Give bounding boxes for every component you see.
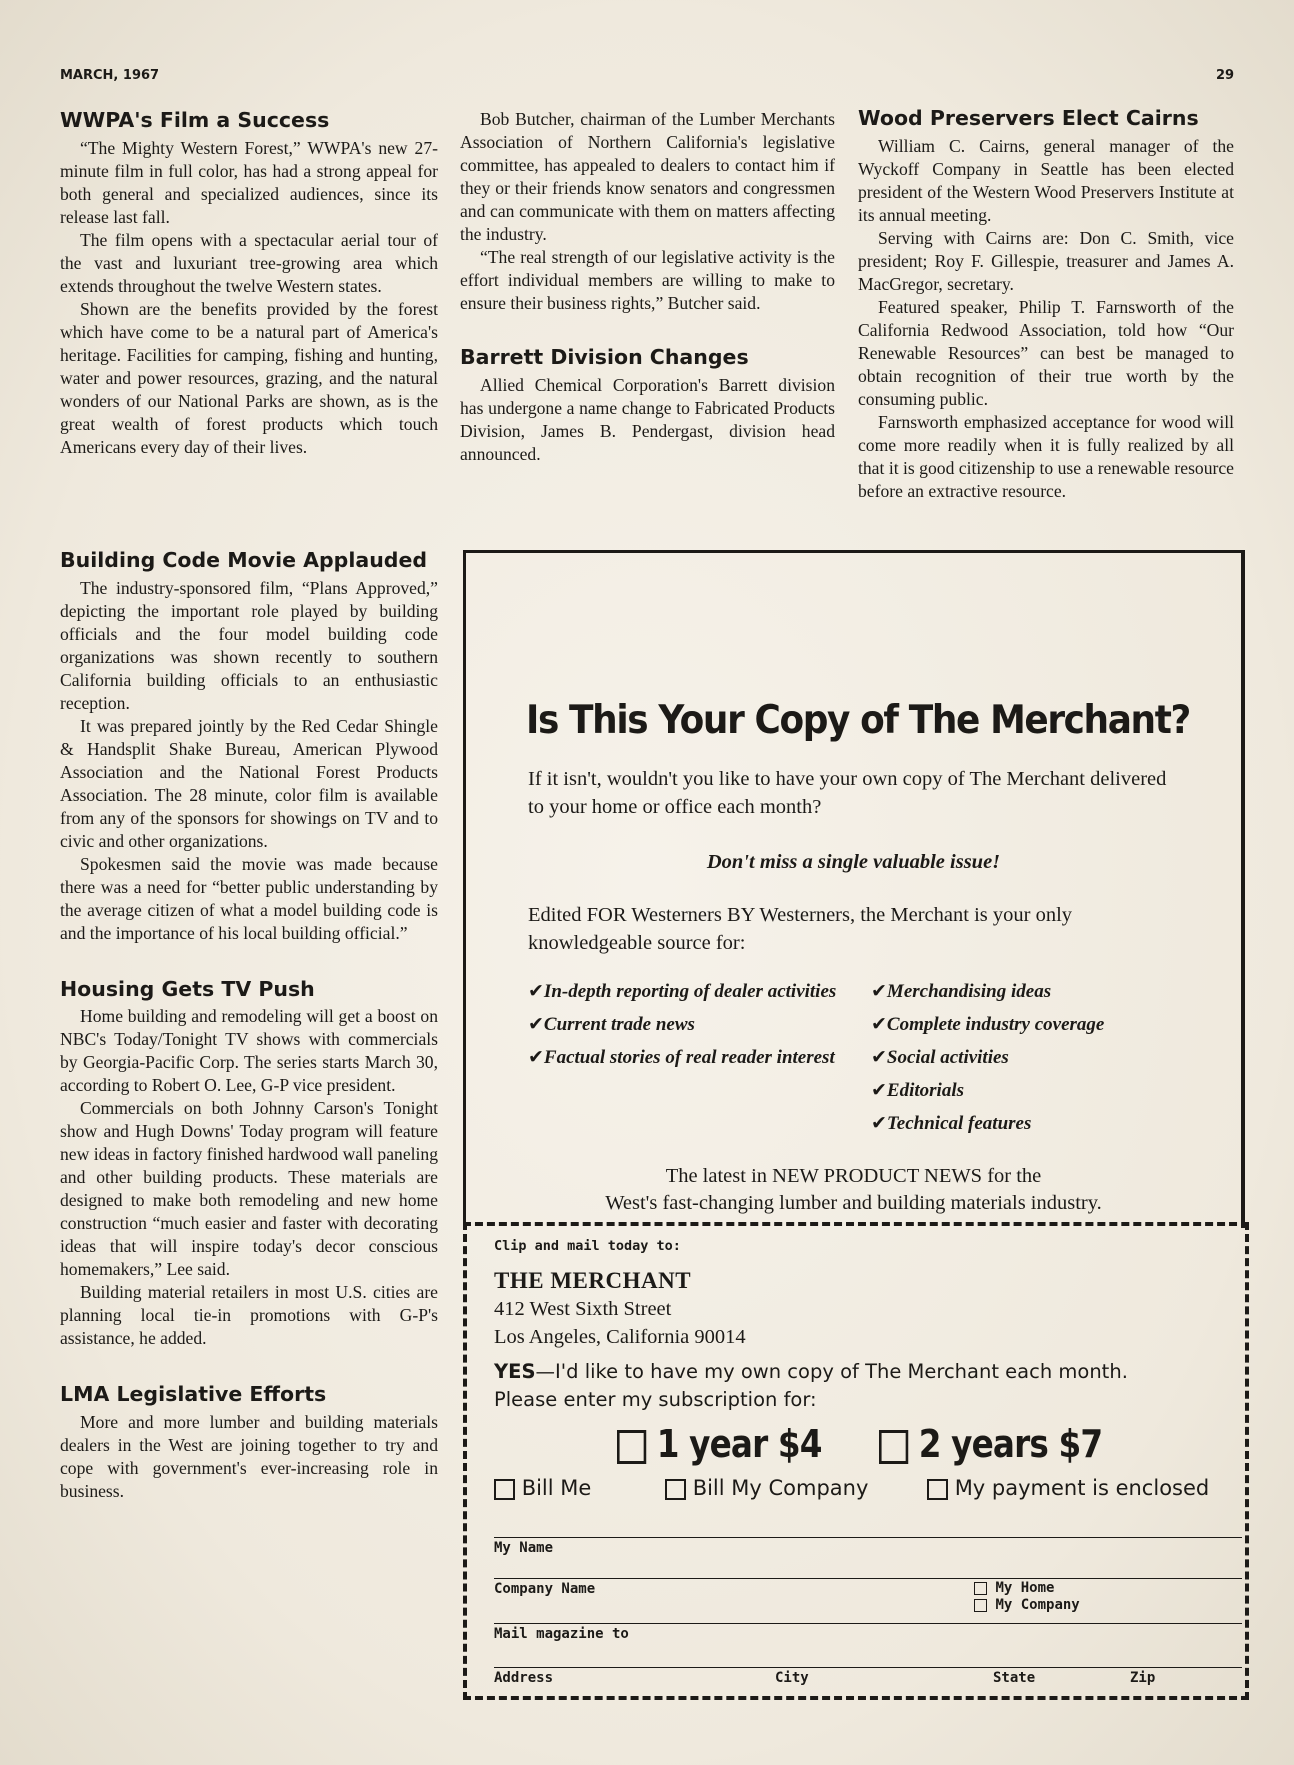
headline-wood-preservers: Wood Preservers Elect Cairns [858, 106, 1199, 130]
headline-building-code-movie: Building Code Movie Applauded [60, 548, 428, 572]
check-icon: ✔ [871, 1112, 887, 1134]
column-2-top [460, 108, 835, 466]
check-icon: ✔ [871, 980, 887, 1002]
feature-item: ✔Current trade news [528, 1013, 695, 1035]
option-my-company[interactable]: My Company [974, 1597, 1080, 1613]
checkbox-bill-me[interactable] [494, 1479, 515, 1500]
mail-to-line[interactable] [494, 1623, 1242, 1624]
headline-barrett-division: Barrett Division Changes [460, 345, 749, 369]
feature-item: ✔In-depth reporting of dealer activities [528, 980, 837, 1002]
paragraph: More and more lumber and building materials dealers in the West are joining together to try and cope with government's ever-increasing role in business. [60, 1411, 438, 1501]
paragraph: Building material retailers in most U.S. cities are planning local tie-in promotions with G-P's assistance, he added. [60, 1282, 438, 1349]
checkbox-payment-enclosed[interactable] [927, 1479, 948, 1500]
paragraph: Spokesmen said the movie was made because there was a need for “better public understanding by the average citizen of what a model building code is and the importance of his local building official.” [60, 853, 438, 943]
paragraph: Home building and remodeling will get a boost on NBC's Today/Tonight TV shows with commercials by Georgia-Pacific Corp. The series starts March 30, according to Robert O. Lee, G-P vice president. [60, 1006, 438, 1096]
check-icon: ✔ [528, 1046, 544, 1068]
paragraph: Shown are the benefits provided by the forest which have come to be a natural part of America's heritage. Facilities for camping, fishing and hunting, water and power resources, grazing, and the natural wonders of our National Parks are shown, as is the great wealth of forest products which touch Americans every day of their lives. [60, 298, 438, 457]
paragraph: The film opens with a spectacular aerial tour of the vast and luxuriant tree-growing area which extends throughout the twelve Western states. [60, 229, 438, 296]
feature-item: ✔Merchandising ideas [871, 980, 1052, 1002]
clip-instruction: Clip and mail today to: [494, 1238, 681, 1254]
headline-lma-legislative: LMA Legislative Efforts [60, 1382, 327, 1407]
checkbox-my-company[interactable] [974, 1599, 987, 1612]
check-icon: ✔ [871, 1079, 887, 1101]
option-1-year[interactable]: 1 year $4 [617, 1422, 822, 1466]
option-2-years[interactable]: 2 years $7 [879, 1422, 1102, 1466]
paragraph: Allied Chemical Corporation's Barrett division has undergone a name change to Fabricated Products Division, James B. Pendergast, division head announced. [460, 374, 835, 464]
company-line[interactable] [494, 1578, 1242, 1579]
ad-latest-line-2: West's fast-changing lumber and building materials industry. [605, 1192, 1102, 1214]
check-icon: ✔ [528, 980, 544, 1002]
check-icon: ✔ [528, 1013, 544, 1035]
paragraph: The industry-sponsored film, “Plans Approved,” depicting the important role played by building officials and the four model building code organizations was shown recently to southern California building officials to an enthusiastic reception. [60, 577, 438, 713]
headline-wwpa-film: WWPA's Film a Success [60, 108, 330, 132]
feature-item: ✔Complete industry coverage [871, 1013, 1105, 1035]
publisher-street: 412 West Sixth Street [494, 1298, 672, 1320]
feature-item: ✔Editorials [871, 1079, 964, 1101]
ad-intro: If it isn't, wouldn't you like to have your own copy of The Merchant delivered to your home or office each month? [528, 768, 1167, 818]
label-company-name: Company Name [494, 1581, 596, 1597]
name-line[interactable] [494, 1537, 1242, 1538]
checkbox-2-years[interactable] [879, 1430, 908, 1464]
ad-headline: Is This Your Copy of The Merchant? [526, 698, 1190, 743]
feature-list-left [528, 975, 848, 1074]
paragraph: William C. Cairns, general manager of the Wyckoff Company in Seattle has been elected president of the Western Wood Preservers Institute at its annual meeting. [858, 135, 1234, 225]
column-3-top [858, 106, 1234, 503]
label-state: State [993, 1670, 1036, 1686]
headline-housing-tv-push: Housing Gets TV Push [60, 976, 315, 1001]
paragraph: It was prepared jointly by the Red Cedar Shingle & Handsplit Shake Bureau, American Plywood Association and the National Forest Products Association. The 28 minute, color film is available from any of the sponsors for showings on TV and to civic and other organizations. [60, 715, 438, 851]
checkbox-bill-company[interactable] [665, 1479, 686, 1500]
feature-list-right [871, 975, 1211, 1140]
label-city: City [775, 1670, 809, 1686]
ad-tagline: Don't miss a single valuable issue! [706, 851, 1001, 873]
feature-item: ✔Technical features [871, 1112, 1032, 1134]
label-zip: Zip [1130, 1670, 1156, 1686]
option-bill-company[interactable]: Bill My Company [665, 1476, 868, 1500]
subscription-coupon [463, 1222, 1249, 1700]
address-line[interactable] [494, 1667, 1242, 1668]
paragraph: Featured speaker, Philip T. Farnsworth of the California Redwood Association, told how “Our Renewable Resources” can best be managed to obtain recognition of their true worth by the consuming public. [858, 296, 1234, 409]
page-number: 29 [1216, 68, 1235, 83]
check-icon: ✔ [871, 1013, 887, 1035]
label-address: Address [494, 1670, 554, 1686]
subscription-ad [463, 550, 1245, 1228]
option-payment-enclosed[interactable]: My payment is enclosed [927, 1476, 1209, 1500]
paragraph: Farnsworth emphasized acceptance for wood will come more readily when it is fully realized by all that it is good citizenship to use a renewable resource before an extractive resource. [858, 411, 1234, 501]
option-my-home[interactable]: My Home [974, 1580, 1054, 1596]
feature-item: ✔Factual stories of real reader interest [528, 1046, 835, 1068]
issue-date: MARCH, 1967 [60, 68, 160, 83]
feature-item: ✔Social activities [871, 1046, 1009, 1068]
label-mail-to: Mail magazine to [494, 1626, 629, 1642]
column-1-bottom [60, 548, 438, 1503]
paragraph: Commercials on both Johnny Carson's Tonight show and Hugh Downs' Today program will feature new ideas in factory finished hardwood wall paneling and other building products. These materials are designed to make both remodeling and new home construction “much easier and faster with decorating ideas that will inspire today's decor conscious homemakers,” Lee said. [60, 1098, 438, 1280]
publisher-city: Los Angeles, California 90014 [494, 1326, 746, 1348]
paragraph: Serving with Cairns are: Don C. Smith, vice president; Roy F. Gillespie, treasurer and James A. MacGregor, secretary. [858, 227, 1234, 294]
check-icon: ✔ [871, 1046, 887, 1068]
option-bill-me[interactable]: Bill Me [494, 1476, 591, 1500]
ad-edited-note: Edited FOR Westerners BY Westerners, the Merchant is your only knowledgeable source for: [528, 904, 1073, 954]
checkbox-1-year[interactable] [617, 1430, 646, 1464]
label-my-name: My Name [494, 1540, 554, 1556]
paragraph: Bob Butcher, chairman of the Lumber Merchants Association of Northern California's legislative committee, has appealed to dealers to contact him if they or their friends know senators and congressmen and can communicate with them on matters affecting the industry. [460, 109, 835, 244]
column-1-top [60, 108, 438, 459]
ad-latest-line-1: The latest in NEW PRODUCT NEWS for the [665, 1165, 1042, 1187]
yes-line: YES—I'd like to have my own copy of The Merchant each month. [494, 1360, 1128, 1383]
paragraph: “The real strength of our legislative activity is the effort individual members are willing to make to ensure their business rights,” Butcher said. [460, 247, 835, 313]
publisher-name: THE MERCHANT [494, 1268, 692, 1293]
please-line: Please enter my subscription for: [494, 1388, 817, 1411]
paragraph: “The Mighty Western Forest,” WWPA's new 27-minute film in full color, has had a strong appeal for both general and specialized audiences, since its release last fall. [60, 137, 438, 227]
checkbox-my-home[interactable] [974, 1582, 987, 1595]
